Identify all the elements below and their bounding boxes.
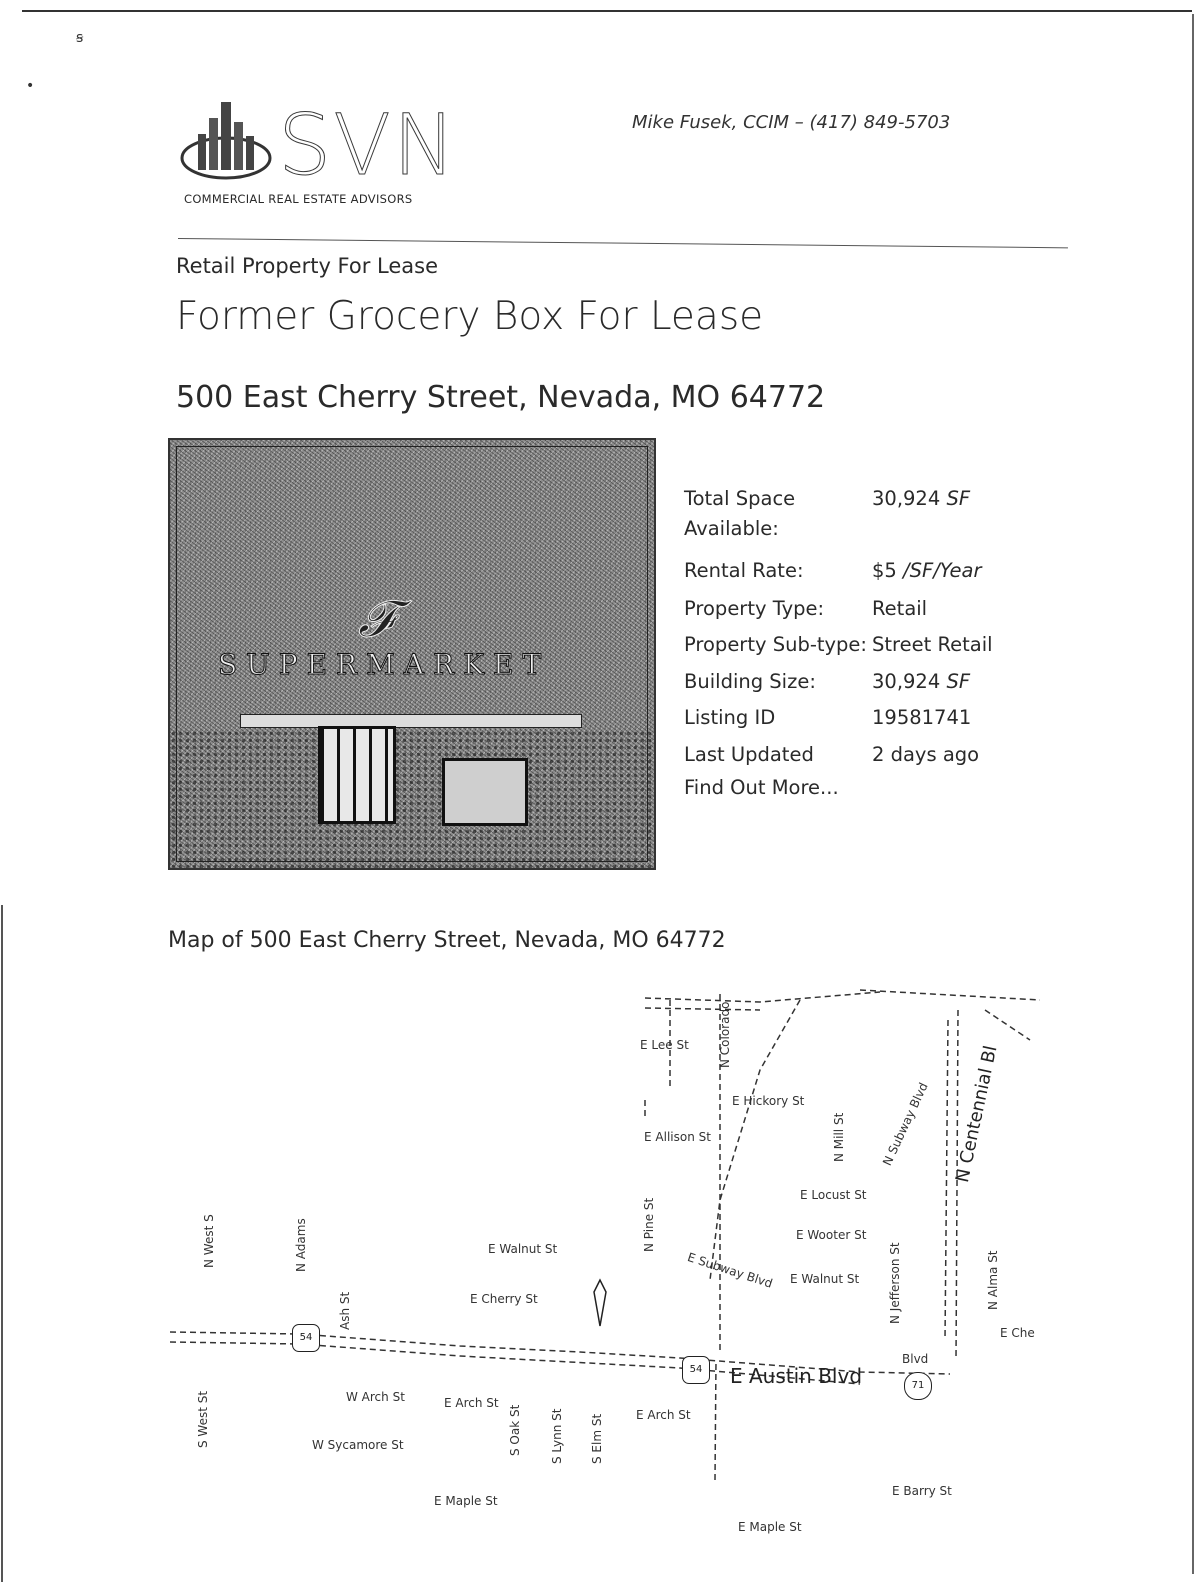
- svn-logo: [178, 96, 458, 212]
- map-label: N Pine St: [642, 1197, 656, 1252]
- top-scan-edge: [22, 10, 1192, 12]
- spec-value: Street Retail: [872, 633, 993, 656]
- spec-value: Retail: [872, 597, 928, 620]
- spec-label: Property Sub-type:: [684, 633, 867, 656]
- map-label: Ash St: [338, 1291, 352, 1330]
- spec-value: $5 /SF/Year: [872, 559, 982, 582]
- storefront-window: [442, 758, 528, 826]
- map-label: N Colorado: [718, 1001, 732, 1068]
- map-label: S Oak St: [508, 1404, 522, 1456]
- photo-foreground: [170, 730, 654, 870]
- scan-speck: •: [26, 78, 35, 94]
- map-label: E Lee St: [640, 1038, 689, 1052]
- map-label: E Wooter St: [796, 1228, 867, 1242]
- right-scan-edge: [1192, 14, 1194, 1574]
- map-label: E Maple St: [738, 1520, 802, 1534]
- spec-value: 30,924 SF: [872, 670, 971, 693]
- agent-contact: Mike Fusek, CCIM – (417) 849-5703: [632, 112, 951, 133]
- route-shield-icon: 54: [292, 1324, 320, 1352]
- map-label: E Barry St: [892, 1484, 952, 1498]
- map-label: N Jefferson St: [888, 1242, 902, 1324]
- spec-label: Property Type:: [684, 597, 825, 620]
- spec-label: Rental Rate:: [684, 559, 804, 582]
- location-map: [160, 980, 1040, 1580]
- map-label: E Arch St: [636, 1408, 691, 1422]
- property-photo: [168, 438, 656, 870]
- map-label: S West St: [196, 1390, 210, 1448]
- map-label: E Subway Blvd: [685, 1250, 775, 1291]
- store-sign-text: SUPERMARKET: [218, 648, 551, 681]
- listing-title: Former Grocery Box For Lease: [176, 294, 764, 339]
- map-label: N Adams: [294, 1218, 308, 1272]
- logo-tagline: COMMERCIAL REAL ESTATE ADVISORS: [184, 192, 413, 206]
- map-label: E Che: [1000, 1326, 1035, 1340]
- map-label: N Mill St: [832, 1112, 846, 1162]
- map-label: N Alma St: [986, 1250, 1000, 1310]
- header-divider: [178, 238, 1068, 248]
- map-label: E Allison St: [644, 1130, 711, 1144]
- map-label: N West S: [202, 1214, 216, 1268]
- spec-value: 30,924 SF: [872, 487, 971, 510]
- listing-address: 500 East Cherry Street, Nevada, MO 64772: [176, 380, 826, 415]
- map-label: S Elm St: [590, 1413, 604, 1464]
- map-label: E Locust St: [800, 1188, 867, 1202]
- spec-value: 19581741: [872, 706, 972, 729]
- map-label: W Sycamore St: [312, 1438, 404, 1452]
- skyline-icon: [178, 100, 288, 190]
- map-label: E Arch St: [444, 1396, 499, 1410]
- logo-wordmark: SVN: [278, 96, 458, 194]
- scan-speck: ꞩ: [76, 30, 84, 46]
- left-scan-edge: [1, 905, 3, 1582]
- spec-label: Building Size:: [684, 670, 816, 693]
- map-label: Blvd: [902, 1352, 929, 1366]
- map-label-major: E Austin Blvd: [730, 1364, 863, 1388]
- map-label: W Arch St: [346, 1390, 405, 1404]
- map-title: Map of 500 East Cherry Street, Nevada, MO 64772: [168, 928, 726, 953]
- map-label: E Walnut St: [488, 1242, 558, 1256]
- map-label: E Maple St: [434, 1494, 498, 1508]
- storefront-canopy: [240, 714, 582, 728]
- map-label: N Centennial Bl: [952, 1043, 1002, 1185]
- map-label: E Walnut St: [790, 1272, 860, 1286]
- storefront-door: [318, 726, 396, 824]
- find-out-more-link[interactable]: Find Out More...: [684, 776, 839, 799]
- spec-value: 2 days ago: [872, 743, 980, 766]
- route-shield-icon: 54: [682, 1356, 710, 1384]
- spec-label: Last Updated: [684, 743, 814, 766]
- map-label: E Hickory St: [732, 1094, 805, 1108]
- map-label: S Lynn St: [550, 1408, 564, 1464]
- map-label: E Cherry St: [470, 1292, 538, 1306]
- map-label: N Subway Blvd: [880, 1080, 931, 1168]
- spec-label: Listing ID: [684, 706, 776, 729]
- listing-category: Retail Property For Lease: [176, 254, 439, 278]
- store-logo-script: 𝓕: [358, 590, 395, 648]
- route-shield-icon: 71: [904, 1372, 932, 1400]
- spec-label: Total Space Available:: [684, 487, 796, 540]
